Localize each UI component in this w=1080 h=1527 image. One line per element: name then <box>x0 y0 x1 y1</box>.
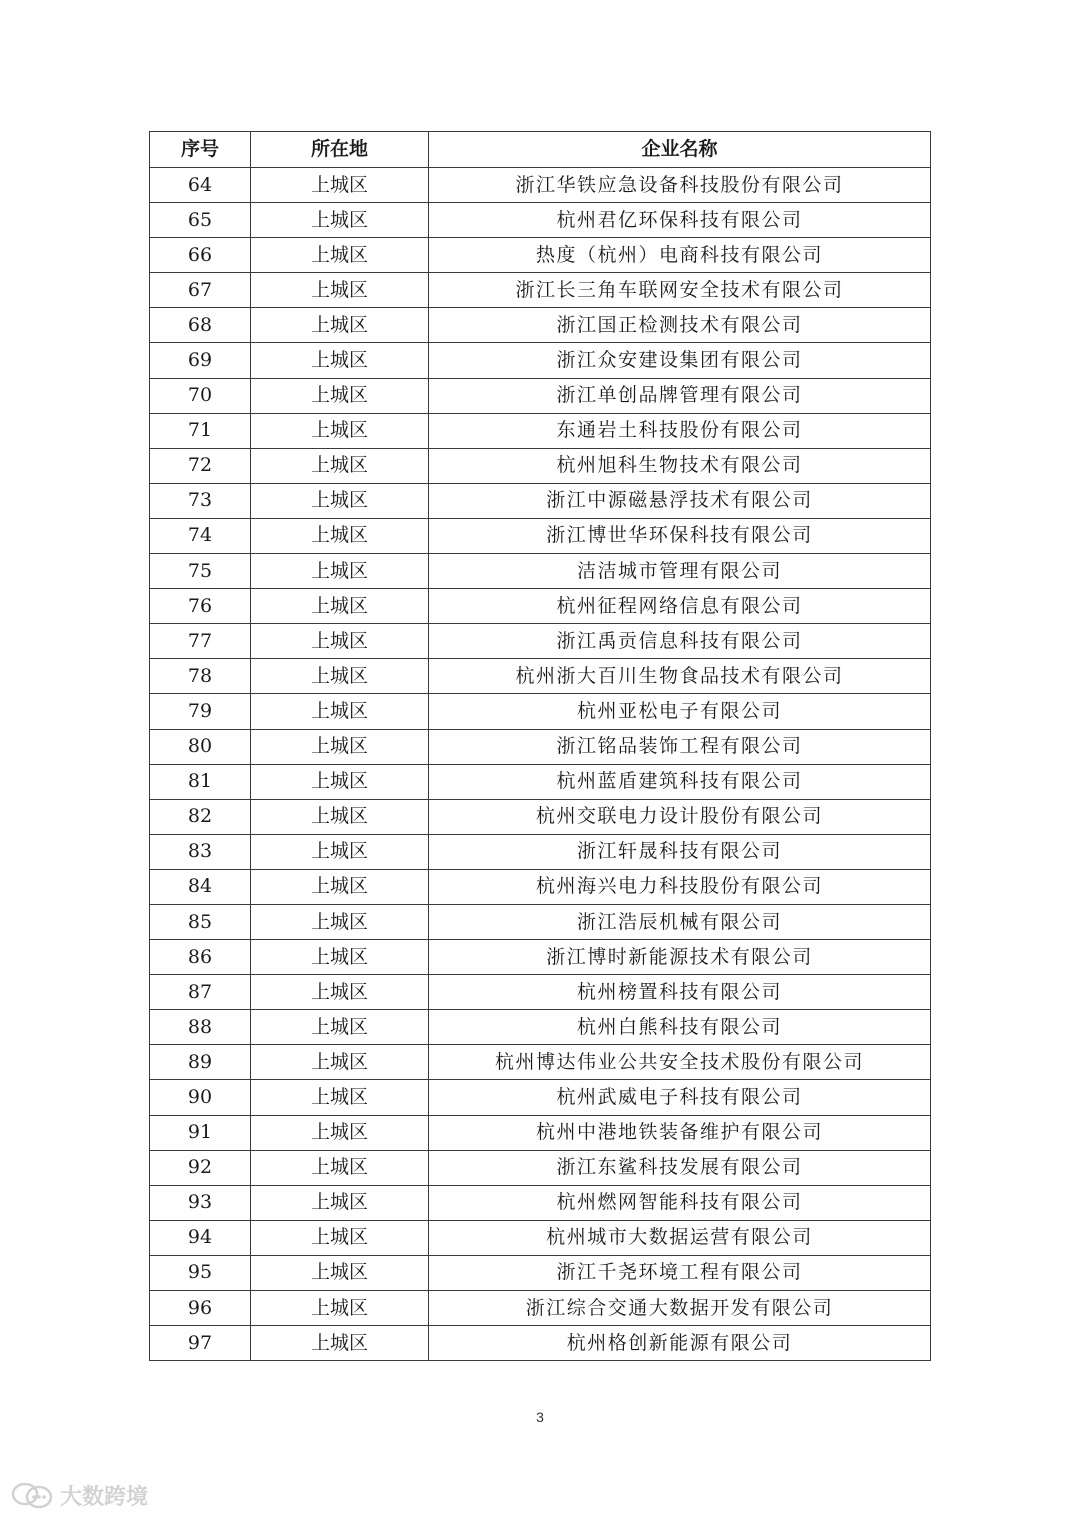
table-row <box>150 483 931 518</box>
cell-location: 上城区 <box>251 518 429 553</box>
cell-seq: 78 <box>150 659 251 694</box>
cell-seq: 94 <box>150 1220 251 1255</box>
table-row <box>150 1185 931 1220</box>
table-row <box>150 1010 931 1045</box>
table-row <box>150 834 931 869</box>
table-row <box>150 1291 931 1326</box>
cell-location: 上城区 <box>251 764 429 799</box>
cell-seq: 75 <box>150 554 251 589</box>
header-seq: 序号 <box>150 132 251 168</box>
page-number: 3 <box>536 1409 544 1425</box>
table-row <box>150 1115 931 1150</box>
watermark-text: 大数跨境 <box>60 1485 149 1510</box>
cell-seq: 76 <box>150 589 251 624</box>
cell-company-name: 杭州旭科生物技术有限公司 <box>429 448 931 483</box>
cell-location: 上城区 <box>251 1326 429 1361</box>
cell-company-name: 杭州城市大数据运营有限公司 <box>429 1220 931 1255</box>
cell-location: 上城区 <box>251 1080 429 1115</box>
cell-seq: 65 <box>150 203 251 238</box>
table-row <box>150 904 931 939</box>
table-row <box>150 764 931 799</box>
table-row <box>150 1080 931 1115</box>
table-row <box>150 694 931 729</box>
cell-company-name: 浙江禹贡信息科技有限公司 <box>429 624 931 659</box>
cell-seq: 73 <box>150 483 251 518</box>
cell-seq: 74 <box>150 518 251 553</box>
cell-company-name: 浙江长三角车联网安全技术有限公司 <box>429 273 931 308</box>
cell-location: 上城区 <box>251 975 429 1010</box>
cell-location: 上城区 <box>251 904 429 939</box>
table-row <box>150 589 931 624</box>
table-row <box>150 343 931 378</box>
table-row <box>150 1255 931 1290</box>
cell-seq: 87 <box>150 975 251 1010</box>
cell-seq: 80 <box>150 729 251 764</box>
table-row <box>150 729 931 764</box>
cell-location: 上城区 <box>251 1255 429 1290</box>
cell-location: 上城区 <box>251 1150 429 1185</box>
cell-company-name: 浙江单创品牌管理有限公司 <box>429 378 931 413</box>
cell-seq: 82 <box>150 799 251 834</box>
cell-company-name: 杭州榜置科技有限公司 <box>429 975 931 1010</box>
header-company: 企业名称 <box>429 132 931 168</box>
table-row <box>150 518 931 553</box>
cell-location: 上城区 <box>251 1185 429 1220</box>
cell-company-name: 浙江众安建设集团有限公司 <box>429 343 931 378</box>
table-row <box>150 448 931 483</box>
cell-seq: 68 <box>150 308 251 343</box>
cell-company-name: 杭州征程网络信息有限公司 <box>429 589 931 624</box>
table-row <box>150 1045 931 1080</box>
cell-seq: 67 <box>150 273 251 308</box>
table-row <box>150 1326 931 1361</box>
cell-company-name: 洁洁城市管理有限公司 <box>429 554 931 589</box>
cell-location: 上城区 <box>251 624 429 659</box>
chat-bubble-icon <box>10 1481 54 1511</box>
cell-seq: 81 <box>150 764 251 799</box>
header-location: 所在地 <box>251 132 429 168</box>
cell-location: 上城区 <box>251 589 429 624</box>
table-row <box>150 624 931 659</box>
table-row <box>150 273 931 308</box>
cell-seq: 66 <box>150 238 251 273</box>
cell-seq: 88 <box>150 1010 251 1045</box>
cell-seq: 70 <box>150 378 251 413</box>
cell-company-name: 浙江中源磁悬浮技术有限公司 <box>429 483 931 518</box>
table-row <box>150 413 931 448</box>
cell-location: 上城区 <box>251 308 429 343</box>
cell-seq: 95 <box>150 1255 251 1290</box>
table-row <box>150 1220 931 1255</box>
table-row <box>150 203 931 238</box>
cell-location: 上城区 <box>251 168 429 203</box>
cell-company-name: 杭州中港地铁装备维护有限公司 <box>429 1115 931 1150</box>
cell-location: 上城区 <box>251 378 429 413</box>
cell-seq: 64 <box>150 168 251 203</box>
cell-seq: 92 <box>150 1150 251 1185</box>
cell-seq: 96 <box>150 1291 251 1326</box>
cell-location: 上城区 <box>251 1220 429 1255</box>
table-header-row <box>150 132 931 168</box>
watermark <box>10 1480 148 1511</box>
cell-seq: 79 <box>150 694 251 729</box>
cell-company-name: 杭州燃网智能科技有限公司 <box>429 1185 931 1220</box>
cell-company-name: 浙江铭品装饰工程有限公司 <box>429 729 931 764</box>
company-table <box>149 131 931 1361</box>
table-body <box>150 168 931 1361</box>
cell-seq: 72 <box>150 448 251 483</box>
cell-company-name: 浙江博世华环保科技有限公司 <box>429 518 931 553</box>
cell-company-name: 东通岩土科技股份有限公司 <box>429 413 931 448</box>
table-row <box>150 659 931 694</box>
cell-location: 上城区 <box>251 940 429 975</box>
table-row <box>150 554 931 589</box>
cell-company-name: 浙江国正检测技术有限公司 <box>429 308 931 343</box>
cell-company-name: 浙江浩辰机械有限公司 <box>429 904 931 939</box>
cell-company-name: 杭州白熊科技有限公司 <box>429 1010 931 1045</box>
cell-location: 上城区 <box>251 448 429 483</box>
cell-location: 上城区 <box>251 659 429 694</box>
cell-location: 上城区 <box>251 694 429 729</box>
table-row <box>150 378 931 413</box>
cell-seq: 83 <box>150 834 251 869</box>
cell-location: 上城区 <box>251 238 429 273</box>
cell-location: 上城区 <box>251 1115 429 1150</box>
table-row <box>150 975 931 1010</box>
cell-company-name: 杭州蓝盾建筑科技有限公司 <box>429 764 931 799</box>
cell-company-name: 浙江博时新能源技术有限公司 <box>429 940 931 975</box>
table-row <box>150 1150 931 1185</box>
cell-company-name: 杭州君亿环保科技有限公司 <box>429 203 931 238</box>
cell-company-name: 杭州格创新能源有限公司 <box>429 1326 931 1361</box>
cell-seq: 89 <box>150 1045 251 1080</box>
cell-location: 上城区 <box>251 1045 429 1080</box>
table-row <box>150 940 931 975</box>
cell-seq: 90 <box>150 1080 251 1115</box>
cell-location: 上城区 <box>251 1010 429 1045</box>
cell-company-name: 杭州浙大百川生物食品技术有限公司 <box>429 659 931 694</box>
cell-company-name: 杭州武威电子科技有限公司 <box>429 1080 931 1115</box>
table-row <box>150 168 931 203</box>
cell-company-name: 杭州交联电力设计股份有限公司 <box>429 799 931 834</box>
cell-company-name: 杭州亚松电子有限公司 <box>429 694 931 729</box>
cell-company-name: 杭州海兴电力科技股份有限公司 <box>429 869 931 904</box>
cell-seq: 77 <box>150 624 251 659</box>
cell-location: 上城区 <box>251 273 429 308</box>
cell-company-name: 热度（杭州）电商科技有限公司 <box>429 238 931 273</box>
cell-location: 上城区 <box>251 1291 429 1326</box>
table-row <box>150 238 931 273</box>
cell-location: 上城区 <box>251 413 429 448</box>
cell-seq: 91 <box>150 1115 251 1150</box>
cell-company-name: 浙江综合交通大数据开发有限公司 <box>429 1291 931 1326</box>
cell-company-name: 浙江华铁应急设备科技股份有限公司 <box>429 168 931 203</box>
cell-location: 上城区 <box>251 869 429 904</box>
table-row <box>150 799 931 834</box>
cell-seq: 69 <box>150 343 251 378</box>
cell-seq: 86 <box>150 940 251 975</box>
cell-company-name: 杭州博达伟业公共安全技术股份有限公司 <box>429 1045 931 1080</box>
cell-seq: 84 <box>150 869 251 904</box>
cell-seq: 93 <box>150 1185 251 1220</box>
cell-company-name: 浙江东鲨科技发展有限公司 <box>429 1150 931 1185</box>
cell-location: 上城区 <box>251 834 429 869</box>
cell-company-name: 浙江轩晟科技有限公司 <box>429 834 931 869</box>
cell-location: 上城区 <box>251 554 429 589</box>
cell-location: 上城区 <box>251 483 429 518</box>
cell-seq: 97 <box>150 1326 251 1361</box>
cell-location: 上城区 <box>251 203 429 238</box>
cell-seq: 71 <box>150 413 251 448</box>
table-row <box>150 308 931 343</box>
cell-location: 上城区 <box>251 729 429 764</box>
cell-location: 上城区 <box>251 799 429 834</box>
cell-seq: 85 <box>150 904 251 939</box>
table-row <box>150 869 931 904</box>
cell-company-name: 浙江千尧环境工程有限公司 <box>429 1255 931 1290</box>
cell-location: 上城区 <box>251 343 429 378</box>
